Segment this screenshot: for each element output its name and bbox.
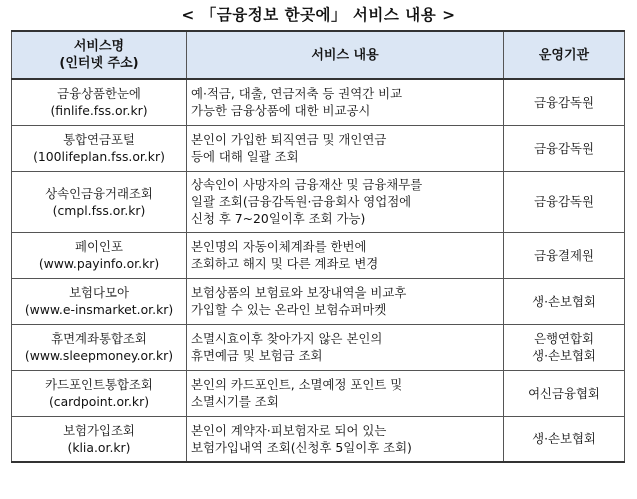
organization-line: 금융결제원 <box>534 247 594 263</box>
service-name-cell <box>12 416 187 462</box>
service-name-line: 상속인금융거래조회 <box>45 185 153 201</box>
service-content-cell <box>187 125 504 171</box>
service-name-line: 카드포인트통합조회 <box>45 377 153 392</box>
organization-cell <box>504 171 625 232</box>
organization-cell <box>504 79 625 125</box>
organization-cell <box>504 125 625 171</box>
organization-cell <box>504 232 625 278</box>
table-row <box>12 79 625 125</box>
service-name-cell <box>12 79 187 125</box>
service-content-line: 보험상품의 보험료와 보장내역을 비교후 <box>191 285 407 300</box>
header-content: 서비스 내용 <box>187 31 504 79</box>
service-name-line: (klia.or.kr) <box>67 439 131 455</box>
service-content-line: 소멸시기를 조회 <box>191 394 279 409</box>
service-name-line: (www.payinfo.or.kr) <box>38 256 160 271</box>
service-name-line: (cardpoint.or.kr) <box>48 394 150 409</box>
organization-cell <box>504 416 625 462</box>
header-service-name <box>12 31 187 79</box>
organization-line: 금융감독원 <box>534 140 594 156</box>
service-name-line: 금융상품한눈에 <box>57 86 141 102</box>
service-content-line: 가입할 수 있는 온라인 보험슈퍼마켓 <box>191 302 387 317</box>
service-name-line: (finlife.fss.or.kr) <box>50 103 148 119</box>
table-header-row <box>12 31 625 79</box>
organization-cell <box>504 278 625 324</box>
service-content-cell <box>187 370 504 416</box>
service-content-line: 휴면예금 및 보험금 조회 <box>191 348 323 363</box>
organization-cell <box>504 324 625 370</box>
service-table <box>11 30 625 463</box>
service-name-line: 통합연금포털 <box>63 132 135 147</box>
table-row <box>12 232 625 278</box>
organization-line: 금융감독원 <box>534 94 594 110</box>
service-name-cell <box>12 324 187 370</box>
service-content-line: 일괄 조회(금융감독원·금융회사 영업점에 <box>191 194 412 209</box>
organization-line: 은행연합회 <box>534 331 594 346</box>
service-content-line: 등에 대해 일괄 조회 <box>191 149 299 164</box>
table-row <box>12 370 625 416</box>
header-service-name-line: 서비스명 <box>73 39 125 54</box>
service-content-line: 본인이 계약자·피보험자로 되어 있는 <box>191 422 387 438</box>
header-organization: 운영기관 <box>504 31 625 79</box>
service-content-cell <box>187 232 504 278</box>
service-name-cell <box>12 278 187 324</box>
service-name-line: (100lifeplan.fss.or.kr) <box>33 149 165 164</box>
service-content-cell <box>187 171 504 232</box>
organization-line: 금융감독원 <box>534 194 594 209</box>
table-row <box>12 125 625 171</box>
table-row <box>12 171 625 232</box>
service-content-cell <box>187 416 504 462</box>
service-name-cell <box>12 171 187 232</box>
service-name-line: 보험가입조회 <box>63 422 135 438</box>
service-name-line: 페이인포 <box>75 239 123 254</box>
service-name-cell <box>12 232 187 278</box>
table-row <box>12 416 625 462</box>
service-content-line: 신청 후 7~20일이후 조회 가능) <box>191 211 366 226</box>
page-title: < 「금융정보 한곳에」 서비스 내용 > <box>181 6 456 24</box>
organization-line: 생·손보협회 <box>532 431 596 447</box>
organization-line: 생·손보협회 <box>532 293 596 309</box>
header-service-url-line: (인터넷 주소) <box>59 56 139 71</box>
service-name-cell <box>12 370 187 416</box>
service-content-line: 상속인이 사망자의 금융재산 및 금융채무를 <box>191 177 423 192</box>
service-content-line: 소멸시효이후 찾아가지 않은 본인의 <box>191 331 383 346</box>
service-name-line: (cmpl.fss.or.kr) <box>52 202 146 218</box>
service-name-line: 휴면계좌통합조회 <box>51 331 147 346</box>
table-row <box>12 278 625 324</box>
service-name-line: (www.e-insmarket.or.kr) <box>24 302 174 317</box>
service-content-cell <box>187 79 504 125</box>
service-content-line: 본인의 카드포인트, 소멸예정 포인트 및 <box>191 377 403 392</box>
service-name-line: 보험다모아 <box>69 285 129 300</box>
service-name-line: (www.sleepmoney.or.kr) <box>24 348 174 363</box>
table-row <box>12 324 625 370</box>
service-content-line: 조회하고 해지 및 다른 계좌로 변경 <box>191 256 379 271</box>
service-content-cell <box>187 278 504 324</box>
service-content-line: 예·적금, 대출, 연금저축 등 권역간 비교 <box>191 86 403 102</box>
organization-line: 여신금융협회 <box>528 385 600 401</box>
organization-line: 생·손보협회 <box>532 348 596 363</box>
service-content-cell <box>187 324 504 370</box>
organization-cell <box>504 370 625 416</box>
service-name-cell <box>12 125 187 171</box>
service-content-line: 가능한 금융상품에 대한 비교공시 <box>191 103 371 119</box>
service-content-line: 본인명의 자동이체계좌를 한번에 <box>191 239 367 254</box>
service-content-line: 보험가입내역 조회(신청후 5일이후 조회) <box>191 439 412 455</box>
service-content-line: 본인이 가입한 퇴직연금 및 개인연금 <box>191 132 387 147</box>
